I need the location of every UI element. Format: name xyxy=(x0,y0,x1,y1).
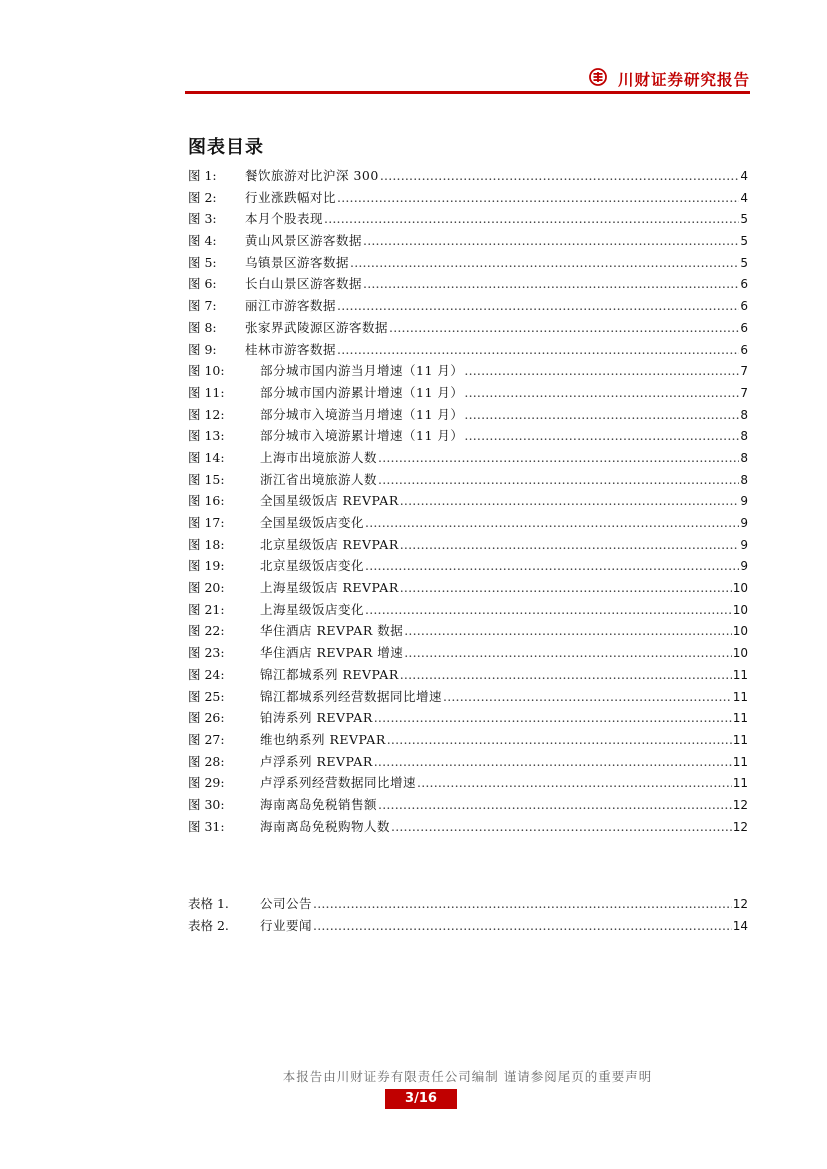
toc-dot-leader xyxy=(443,686,732,708)
toc-entry-body xyxy=(260,664,748,686)
toc-entry-body xyxy=(245,230,748,252)
toc-dot-leader xyxy=(391,816,732,838)
figure-toc-entry[interactable] xyxy=(188,707,748,729)
toc-dot-leader xyxy=(365,512,739,534)
figure-toc-entry[interactable] xyxy=(188,252,748,274)
toc-dot-leader xyxy=(378,469,739,491)
toc-entry-title[interactable]: 本月个股表现 xyxy=(245,211,324,227)
toc-entry-label: 图 22: xyxy=(188,623,225,639)
toc-entry-title[interactable]: 上海星级饭店变化 xyxy=(260,601,365,617)
toc-entry-title[interactable]: 行业涨跌幅对比 xyxy=(245,189,337,205)
toc-entry-page[interactable]: 14 xyxy=(732,918,748,933)
toc-entry-title[interactable]: 全国星级饭店变化 xyxy=(260,515,365,530)
toc-dot-leader xyxy=(337,187,739,209)
toc-dot-leader xyxy=(378,794,732,816)
toc-entry-page[interactable]: 6 xyxy=(740,342,748,357)
toc-entry-body xyxy=(245,208,748,230)
toc-dot-leader xyxy=(324,208,739,230)
toc-entry-page[interactable]: 8 xyxy=(740,472,748,487)
toc-entry-page[interactable]: 11 xyxy=(732,689,748,704)
toc-entry-body xyxy=(260,490,748,512)
toc-dot-leader xyxy=(400,664,732,686)
toc-entry-label: 图 24: xyxy=(188,666,225,682)
toc-entry-page[interactable]: 5 xyxy=(740,255,748,270)
toc-entry-page[interactable]: 9 xyxy=(740,516,748,530)
toc-entry-title[interactable]: 海南离岛免税销售额 xyxy=(260,796,378,812)
toc-dot-leader xyxy=(374,751,732,773)
toc-entry-title[interactable]: 锦江都城系列经营数据同比增速 xyxy=(260,688,443,704)
figure-toc-entry[interactable] xyxy=(188,187,748,209)
toc-dot-leader xyxy=(313,893,732,915)
figure-toc-entry[interactable] xyxy=(188,339,748,361)
toc-entry-page[interactable]: 10 xyxy=(732,646,748,661)
toc-entry-title[interactable]: 铂涛系列 REVPAR xyxy=(260,710,373,726)
toc-entry-page[interactable]: 8 xyxy=(740,407,748,422)
toc-entry-page[interactable]: 7 xyxy=(740,385,748,400)
toc-entry-body xyxy=(260,794,748,816)
figure-toc-entry[interactable] xyxy=(188,230,748,252)
toc-entry-page[interactable]: 11 xyxy=(732,776,748,791)
toc-entry-label: 图 16: xyxy=(188,493,225,509)
toc-dot-leader xyxy=(464,404,739,426)
toc-entry-title[interactable]: 部分城市入境游累计增速（11 月） xyxy=(260,428,464,444)
toc-entry-page[interactable]: 9 xyxy=(740,537,748,552)
figure-toc-entry[interactable] xyxy=(188,555,748,577)
toc-entry-title[interactable]: 公司公告 xyxy=(260,896,313,911)
figure-toc-entry[interactable] xyxy=(188,273,748,295)
figure-toc-entry[interactable] xyxy=(188,751,748,773)
toc-entry-page[interactable]: 12 xyxy=(732,897,748,911)
toc-dot-leader xyxy=(365,599,732,621)
figure-toc-entry[interactable] xyxy=(188,534,748,556)
table-toc-entry[interactable] xyxy=(188,893,748,915)
figure-toc-entry[interactable] xyxy=(188,664,748,686)
toc-entry-page[interactable]: 11 xyxy=(732,754,748,769)
figure-toc-entry[interactable] xyxy=(188,599,748,621)
toc-entry-label: 图 7: xyxy=(188,298,217,314)
toc-entry-label: 表格 1. xyxy=(188,896,229,911)
toc-dot-leader xyxy=(417,772,732,794)
toc-entry-label: 图 27: xyxy=(188,731,225,747)
toc-dot-leader xyxy=(374,707,732,729)
figure-toc-entry[interactable] xyxy=(188,317,748,339)
toc-entry-label: 图 14: xyxy=(188,449,225,465)
figure-toc-entry[interactable] xyxy=(188,165,748,187)
figure-toc-entry[interactable] xyxy=(188,490,748,512)
toc-entry-title[interactable]: 维也纳系列 REVPAR xyxy=(260,731,386,747)
table-toc-entry[interactable] xyxy=(188,915,748,937)
toc-entry-page[interactable]: 12 xyxy=(732,797,748,812)
figure-toc-entry[interactable] xyxy=(188,447,748,469)
toc-entry-page[interactable]: 11 xyxy=(732,711,748,726)
toc-entry-body xyxy=(245,317,748,339)
toc-dot-leader xyxy=(404,620,732,642)
toc-entry-body xyxy=(260,599,748,621)
toc-entry-page[interactable]: 6 xyxy=(740,277,748,292)
toc-entry-label: 表格 2. xyxy=(188,917,229,933)
toc-entry-body xyxy=(260,577,748,599)
toc-entry-title[interactable]: 部分城市国内游累计增速（11 月） xyxy=(260,384,464,400)
toc-entry-body xyxy=(260,404,748,426)
toc-dot-leader xyxy=(400,577,732,599)
toc-entry-title[interactable]: 浙江省出境旅游人数 xyxy=(260,471,378,487)
toc-entry-title[interactable]: 上海市出境旅游人数 xyxy=(260,449,378,465)
toc-dot-leader xyxy=(464,360,739,382)
toc-entry-label: 图 26: xyxy=(188,710,225,726)
toc-dot-leader xyxy=(378,447,739,469)
toc-dot-leader xyxy=(350,252,739,274)
figure-toc-entry[interactable] xyxy=(188,512,748,534)
toc-entry-body xyxy=(245,165,748,187)
toc-entry-label: 图 29: xyxy=(188,775,225,791)
toc-entry-title[interactable]: 锦江都城系列 REVPAR xyxy=(260,666,399,682)
toc-entry-label: 图 21: xyxy=(188,601,225,617)
toc-dot-leader xyxy=(389,317,739,339)
toc-dot-leader xyxy=(337,295,739,317)
footer-disclaimer: 本报告由川财证券有限责任公司编制 谨请参阅尾页的重要声明 xyxy=(282,1069,653,1084)
toc-entry-title[interactable]: 部分城市入境游当月增速（11 月） xyxy=(260,406,464,422)
toc-entry-page[interactable]: 10 xyxy=(732,624,748,639)
toc-entry-body xyxy=(260,425,748,447)
toc-entry-body xyxy=(260,893,748,915)
toc-entry-label: 图 30: xyxy=(188,796,225,812)
toc-entry-page[interactable]: 4 xyxy=(740,190,748,205)
toc-entry-title[interactable]: 餐饮旅游对比沪深 300 xyxy=(245,168,379,183)
figure-toc-entry[interactable] xyxy=(188,469,748,491)
toc-entry-label: 图 3: xyxy=(188,211,217,227)
toc-entry-page[interactable]: 10 xyxy=(732,602,748,617)
header-divider xyxy=(185,91,750,94)
toc-entry-page[interactable]: 12 xyxy=(732,819,748,834)
toc-entry-title[interactable]: 海南离岛免税购物人数 xyxy=(260,818,391,834)
toc-entry-body xyxy=(245,187,748,209)
toc-entry-body xyxy=(260,534,748,556)
figure-toc-entry[interactable] xyxy=(188,729,748,751)
toc-entry-title[interactable]: 丽江市游客数据 xyxy=(245,298,337,314)
toc-entry-page[interactable]: 11 xyxy=(732,732,748,747)
toc-entry-label: 图 2: xyxy=(188,189,217,205)
table-toc-list xyxy=(188,893,748,936)
figure-toc-entry[interactable] xyxy=(188,382,748,404)
toc-entry-label: 图 11: xyxy=(188,384,225,400)
figure-toc-entry[interactable] xyxy=(188,620,748,642)
toc-entry-page[interactable]: 8 xyxy=(740,450,748,465)
toc-entry-body xyxy=(260,469,748,491)
toc-entry-page[interactable]: 6 xyxy=(740,320,748,335)
toc-entry-page[interactable]: 10 xyxy=(732,581,748,596)
toc-entry-page[interactable]: 4 xyxy=(740,169,748,183)
toc-entry-title[interactable]: 行业要闻 xyxy=(260,917,313,933)
toc-entry-label: 图 15: xyxy=(188,471,225,487)
toc-entry-body xyxy=(245,339,748,361)
toc-dot-leader xyxy=(404,642,732,664)
toc-entry-title[interactable]: 桂林市游客数据 xyxy=(245,341,337,357)
toc-entry-title[interactable]: 长白山景区游客数据 xyxy=(245,276,363,292)
toc-entry-page[interactable]: 9 xyxy=(740,559,748,574)
toc-entry-body xyxy=(245,252,748,274)
toc-entry-title[interactable]: 北京星级饭店变化 xyxy=(260,558,365,574)
toc-entry-body xyxy=(260,707,748,729)
toc-dot-leader xyxy=(464,382,739,404)
toc-entry-label: 图 8: xyxy=(188,319,217,335)
toc-entry-label: 图 12: xyxy=(188,406,225,422)
toc-entry-title[interactable]: 部分城市国内游当月增速（11 月） xyxy=(260,363,464,379)
toc-dot-leader xyxy=(363,273,739,295)
toc-entry-page[interactable]: 11 xyxy=(732,667,748,682)
toc-entry-body xyxy=(245,295,748,317)
toc-entry-label: 图 1: xyxy=(188,168,217,183)
toc-entry-label: 图 6: xyxy=(188,276,217,292)
figure-toc-entry[interactable] xyxy=(188,295,748,317)
toc-entry-title[interactable]: 上海星级饭店 REVPAR xyxy=(260,580,399,596)
toc-dot-leader xyxy=(313,915,732,937)
toc-entry-label: 图 31: xyxy=(188,818,225,834)
toc-entry-title[interactable]: 华住酒店 REVPAR 数据 xyxy=(260,623,404,639)
toc-entry-label: 图 9: xyxy=(188,341,217,357)
toc-entry-label: 图 13: xyxy=(188,428,225,444)
figure-toc-entry[interactable] xyxy=(188,577,748,599)
figure-toc-entry[interactable] xyxy=(188,208,748,230)
toc-dot-leader xyxy=(400,534,740,556)
toc-entry-page[interactable]: 5 xyxy=(740,212,748,227)
toc-entry-label: 图 19: xyxy=(188,558,225,574)
figure-toc-entry[interactable] xyxy=(188,360,748,382)
toc-entry-label: 图 18: xyxy=(188,536,225,552)
toc-entry-body xyxy=(260,915,748,937)
toc-entry-body xyxy=(260,620,748,642)
toc-entry-page[interactable]: 9 xyxy=(740,494,748,509)
toc-entry-title[interactable]: 华住酒店 REVPAR 增速 xyxy=(260,645,404,661)
toc-entry-body xyxy=(260,772,748,794)
toc-dot-leader xyxy=(380,165,740,187)
toc-dot-leader xyxy=(337,339,739,361)
toc-dot-leader xyxy=(363,230,739,252)
toc-entry-body xyxy=(260,382,748,404)
toc-entry-title[interactable]: 北京星级饭店 REVPAR xyxy=(260,536,399,552)
figure-toc-entry[interactable] xyxy=(188,816,748,838)
toc-entry-body xyxy=(260,512,748,534)
figure-toc-entry[interactable] xyxy=(188,794,748,816)
brand-title: 川财证券研究报告 xyxy=(617,71,750,89)
toc-entry-label: 图 20: xyxy=(188,580,225,596)
figure-toc-entry[interactable] xyxy=(188,404,748,426)
toc-entry-body xyxy=(260,729,748,751)
figure-toc-entry[interactable] xyxy=(188,772,748,794)
toc-dot-leader xyxy=(400,490,740,512)
toc-entry-body xyxy=(245,273,748,295)
toc-entry-label: 图 5: xyxy=(188,254,217,270)
figure-toc-entry[interactable] xyxy=(188,425,748,447)
toc-entry-title[interactable]: 黄山风景区游客数据 xyxy=(245,233,363,249)
toc-entry-title[interactable]: 乌镇景区游客数据 xyxy=(245,254,350,270)
toc-entry-page[interactable]: 5 xyxy=(740,234,748,249)
figure-toc-list xyxy=(188,165,748,837)
toc-dot-leader xyxy=(365,555,739,577)
figure-toc-entry[interactable] xyxy=(188,642,748,664)
toc-entry-label: 图 28: xyxy=(188,753,225,769)
toc-entry-body xyxy=(260,555,748,577)
figure-toc-entry[interactable] xyxy=(188,686,748,708)
toc-dot-leader xyxy=(464,425,739,447)
toc-entry-title[interactable]: 张家界武陵源区游客数据 xyxy=(245,319,389,335)
toc-entry-label: 图 23: xyxy=(188,645,225,661)
toc-entry-label: 图 4: xyxy=(188,233,217,249)
toc-title: 图表目录 xyxy=(188,137,264,158)
toc-entry-title[interactable]: 全国星级饭店 REVPAR xyxy=(260,493,399,509)
toc-entry-title[interactable]: 卢浮系列 REVPAR xyxy=(260,753,373,769)
toc-entry-title[interactable]: 卢浮系列经营数据同比增速 xyxy=(260,775,417,791)
chuancai-logo-icon xyxy=(589,68,607,86)
toc-entry-body xyxy=(260,447,748,469)
page-number-badge: 3/16 xyxy=(385,1089,457,1109)
toc-entry-label: 图 25: xyxy=(188,688,225,704)
toc-entry-body xyxy=(260,642,748,664)
report-header xyxy=(185,66,750,92)
toc-entry-page[interactable]: 7 xyxy=(740,364,748,379)
toc-entry-label: 图 17: xyxy=(188,515,225,530)
toc-entry-label: 图 10: xyxy=(188,363,225,379)
toc-entry-page[interactable]: 6 xyxy=(740,299,748,314)
toc-entry-body xyxy=(260,360,748,382)
toc-entry-body xyxy=(260,686,748,708)
toc-entry-page[interactable]: 8 xyxy=(740,429,748,444)
toc-entry-body xyxy=(260,816,748,838)
toc-entry-body xyxy=(260,751,748,773)
toc-dot-leader xyxy=(387,729,732,751)
